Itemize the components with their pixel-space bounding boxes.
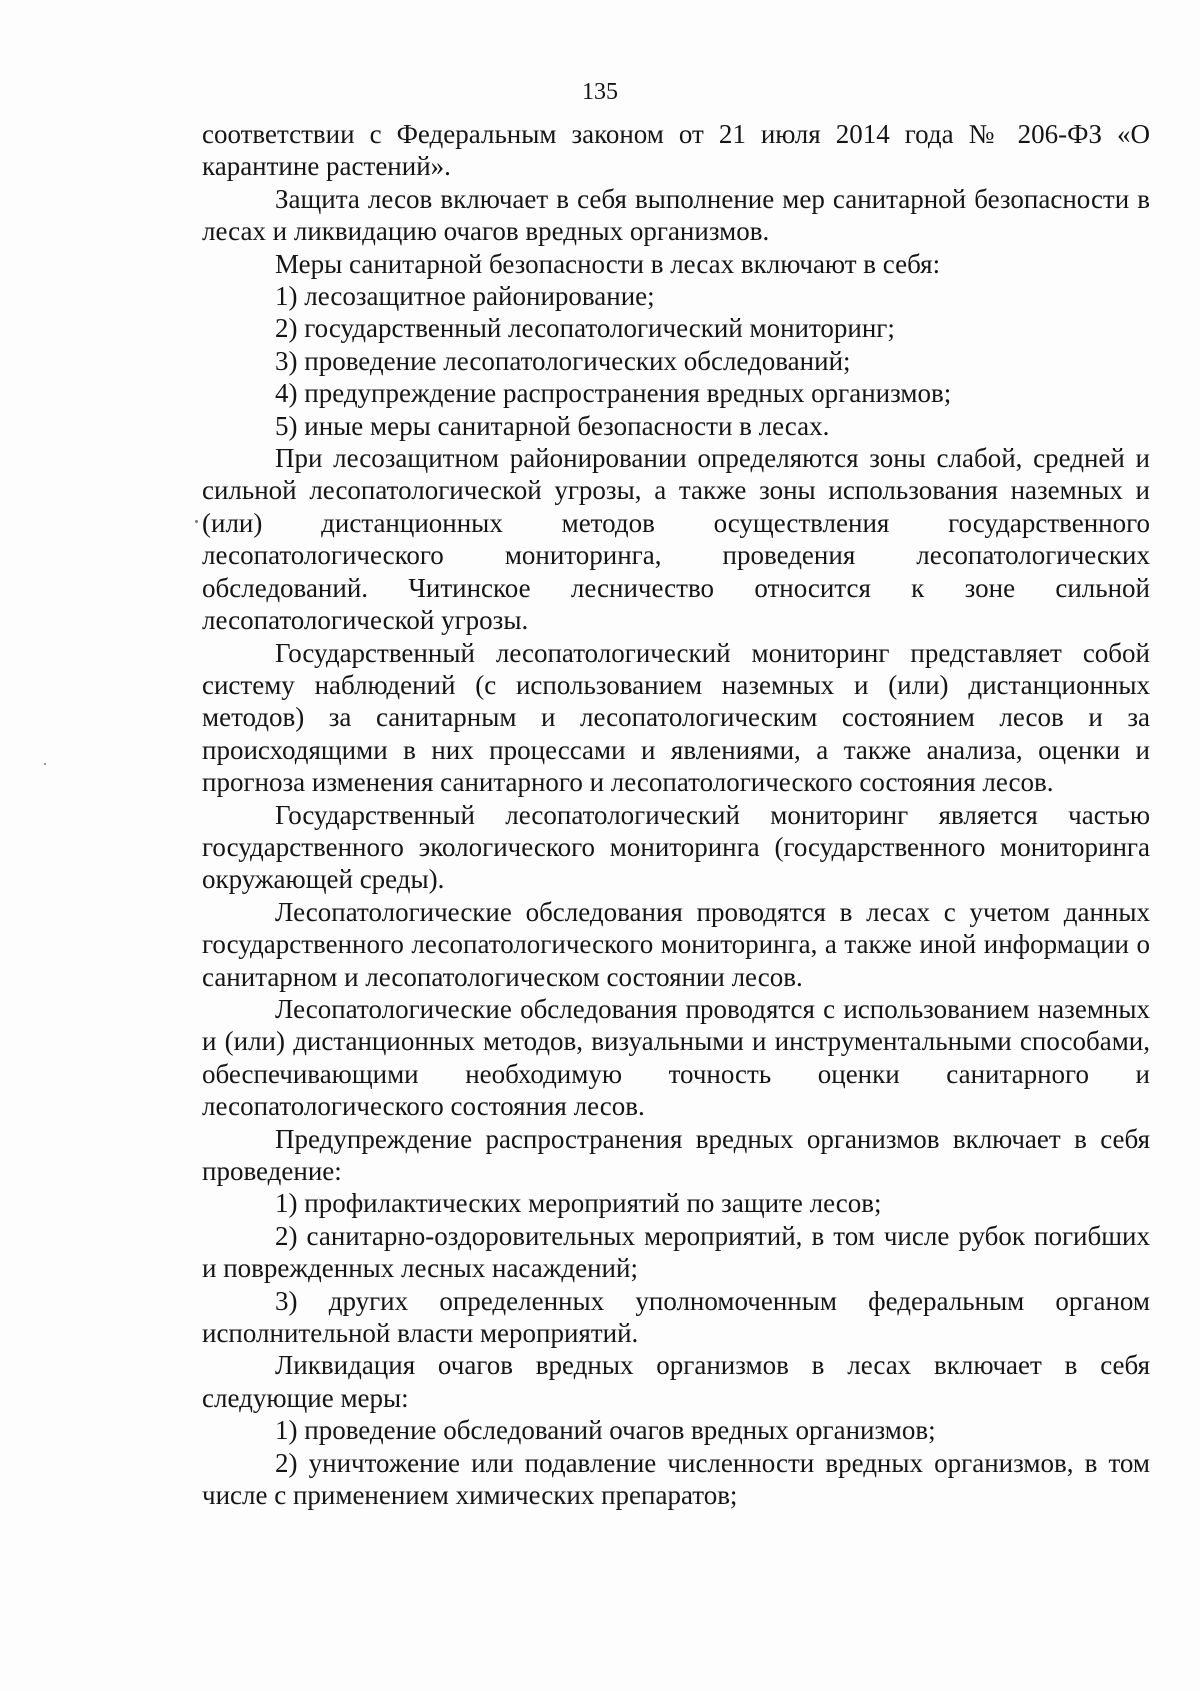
paragraph: Лесопатологические обследования проводятся с использованием наземных и (или) дистанционных методов, визуальными и инструментальными способами, обеспечивающими необходимую точность оценки санитарного и лесопатологического состояния лесов.	[202, 993, 1150, 1122]
paragraph: 1) проведение обследований очагов вредных организмов;	[275, 1415, 936, 1446]
paragraph: 1) профилактических мероприятий по защите лесов;	[275, 1188, 882, 1219]
paragraph: Предупреждение распространения вредных организмов включает в себя проведение:	[202, 1123, 1150, 1186]
page-number: 135	[582, 79, 618, 105]
paragraph: 2) уничтожение или подавление численности вредных организмов, в том числе с применением химических препаратов;	[202, 1447, 1150, 1511]
paragraph: Ликвидация очагов вредных организмов в лесах включает в себя следующие меры:	[202, 1350, 1150, 1413]
paragraph: 3) других определенных уполномоченным федеральным органом исполнительной власти мероприятий.	[202, 1285, 1150, 1349]
paragraph: 4) предупреждение распространения вредных организмов;	[275, 378, 952, 409]
paragraph: соответствии с Федеральным законом от 21 июля 2014 года № 206-ФЗ «О карантине растений».	[202, 119, 1150, 182]
paragraph: Меры санитарной безопасности в лесах включают в себя:	[275, 248, 941, 279]
paragraph: 2) санитарно-оздоровительных мероприятий, в том числе рубок погибших и поврежденных лесных насаждений;	[202, 1220, 1150, 1284]
scan-speck	[195, 520, 198, 523]
scan-speck	[44, 763, 46, 765]
paragraph: 2) государственный лесопатологический мониторинг;	[275, 313, 895, 344]
paragraph: 5) иные меры санитарной безопасности в лесах.	[275, 410, 830, 441]
paragraph: Государственный лесопатологический мониторинг является частью государственного экологического мониторинга (государственного мониторинга окружающей среды).	[202, 799, 1150, 895]
paragraph: Лесопатологические обследования проводятся в лесах с учетом данных государственного лесопатологического мониторинга, а также иной информации о санитарном и лесопатологическом состоянии лесов.	[202, 896, 1150, 992]
paragraph: 3) проведение лесопатологических обследований;	[275, 345, 851, 376]
paragraph: Защита лесов включает в себя выполнение мер санитарной безопасности в лесах и ликвидацию очагов вредных организмов.	[202, 183, 1150, 247]
paragraph: При лесозащитном районировании определяются зоны слабой, средней и сильной лесопатологической угрозы, а также зоны использования наземных и (или) дистанционных методов осуществления государственного лесопатологического мониторинга, проведения лесопатологических обследований. Читинское лесничество относится к зоне сильной лесопатологической угрозы.	[202, 443, 1150, 636]
paragraph: Государственный лесопатологический мониторинг представляет собой систему наблюдений (с использованием наземных и (или) дистанционных методов) за санитарным и лесопатологическим состоянием лесов и за происходящими в них процессами и явлениями, а также анализа, оценки и прогноза изменения санитарного и лесопатологического состояния лесов.	[202, 637, 1150, 798]
paragraph: 1) лесозащитное районирование;	[275, 281, 655, 312]
document-body	[202, 118, 1150, 1511]
